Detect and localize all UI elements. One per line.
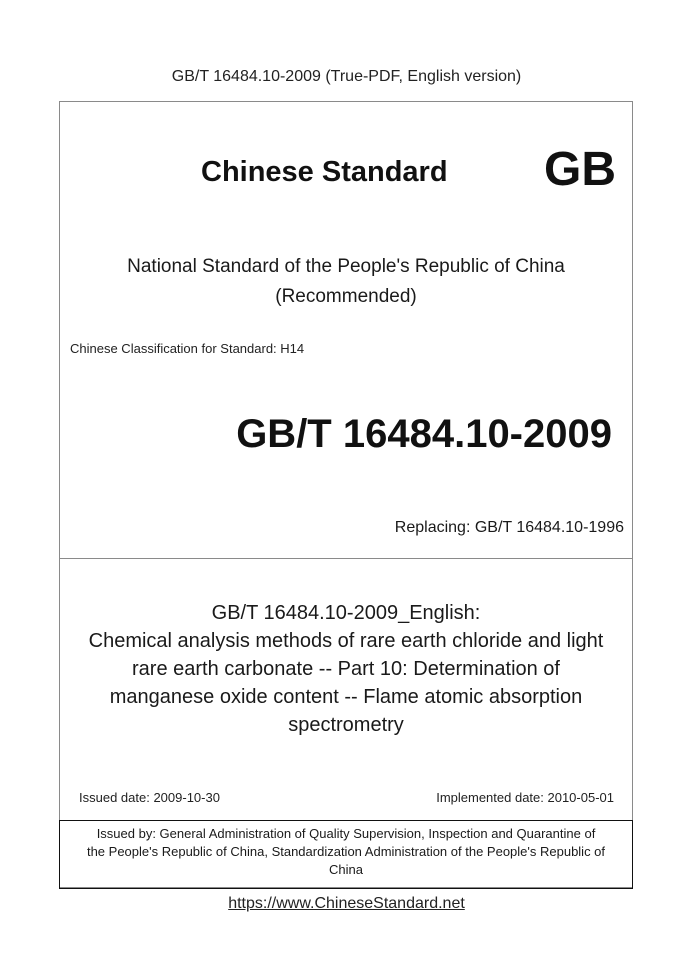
document-title-line: manganese oxide content -- Flame atomic absorption [109,686,583,708]
implemented-date: Implemented date: 2010-05-01 [436,790,614,805]
document-title [80,599,612,739]
replacing-label: Replacing: GB/T 16484.10-1996 [394,519,624,536]
standard-number: GB/T 16484.10-2009 [236,412,612,456]
page-header: GB/T 16484.10-2009 (True-PDF, English version) [171,68,522,85]
gb-mark: GB [544,143,616,196]
issuer-box [59,820,633,889]
classification-label: Chinese Classification for Standard: H14 [70,341,305,356]
national-standard-block [59,252,633,312]
cover-frame [59,101,633,888]
document-title-line: GB/T 16484.10-2009_English: [211,602,481,624]
issuer-line: the People's Republic of China, Standardization Administration of the People's Republic of [86,844,606,859]
issuer-line: Issued by: General Administration of Quality Supervision, Inspection and Quarantine of [96,826,596,841]
section-divider [59,558,633,559]
recommended-line: (Recommended) [275,286,417,307]
website-link[interactable]: https://www.ChineseStandard.net [228,895,465,912]
issuer-line: China [329,862,363,877]
document-title-line: Chemical analysis methods of rare earth chloride and light [88,630,604,652]
document-title-line: spectrometry [288,714,404,736]
cover-title-row [59,142,633,202]
national-standard-line: National Standard of the People's Republic of China [127,256,565,277]
document-title-line: rare earth carbonate -- Part 10: Determination of [132,658,560,680]
cover-heading: Chinese Standard [201,156,448,188]
issued-date: Issued date: 2009-10-30 [79,790,220,805]
